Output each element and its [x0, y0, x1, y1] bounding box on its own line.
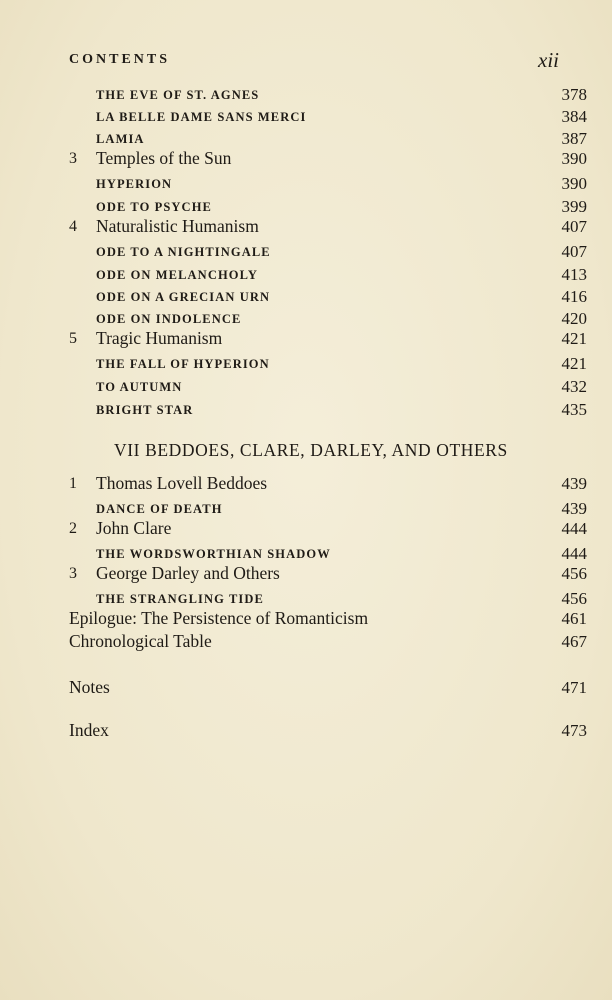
- toc-main-entry: [0, 608, 612, 632]
- toc-entry-page: 390: [561, 149, 587, 168]
- toc-main-title: Index: [69, 720, 109, 740]
- toc-entry-page: 390: [561, 174, 587, 193]
- toc-entry: [0, 241, 612, 265]
- toc-entry-page: 473: [561, 721, 587, 740]
- part-heading-title: VII BEDDOES, CLARE, DARLEY, AND OTHERS: [114, 440, 508, 460]
- toc-entry-title: ODE ON INDOLENCE: [96, 312, 242, 326]
- toc-entry-page: 387: [561, 129, 587, 148]
- header-page-number: xii: [538, 48, 559, 72]
- toc-entry: [0, 286, 612, 310]
- toc-chapter-title: John Clare: [96, 518, 172, 538]
- chapter-number: 1: [69, 475, 77, 492]
- toc-entry-page: 413: [561, 265, 587, 284]
- toc-entry: [0, 376, 612, 400]
- toc-entry-page: 439: [561, 499, 587, 518]
- toc-entry: [0, 353, 612, 377]
- toc-main-title: Notes: [69, 677, 110, 697]
- toc-entry-page: 420: [561, 309, 587, 328]
- chapter-number: 3: [69, 565, 77, 582]
- toc-entry-page: 444: [561, 519, 587, 538]
- header-title: CONTENTS: [69, 52, 171, 67]
- toc-chapter: [0, 563, 612, 587]
- toc-entry-title: BRIGHT STAR: [96, 403, 194, 417]
- toc-chapter-title: Naturalistic Humanism: [96, 216, 259, 236]
- toc-chapter: [0, 148, 612, 172]
- toc-entry-title: LAMIA: [96, 132, 145, 146]
- toc-chapter: [0, 328, 612, 352]
- toc-entry: [0, 173, 612, 197]
- toc-main-title: Chronological Table: [69, 631, 212, 651]
- toc-entry: [0, 264, 612, 288]
- toc-entry-page: 456: [561, 564, 587, 583]
- toc-entry-title: DANCE OF DEATH: [96, 502, 223, 516]
- toc-main-entry: [0, 631, 612, 655]
- toc-entry-title: ODE TO PSYCHE: [96, 200, 212, 214]
- toc-entry-page: 467: [561, 632, 587, 651]
- chapter-number: 4: [69, 218, 77, 235]
- toc-entry-title: LA BELLE DAME SANS MERCI: [96, 110, 307, 124]
- toc-entry: [0, 399, 612, 423]
- toc-entry-page: 439: [561, 474, 587, 493]
- toc-entry-page: 384: [561, 107, 587, 126]
- toc-entry-page: 456: [561, 589, 587, 608]
- toc-chapter-title: George Darley and Others: [96, 563, 280, 583]
- toc-entry: [0, 106, 612, 130]
- chapter-number: 5: [69, 330, 77, 347]
- toc-main-entry: [0, 720, 612, 744]
- toc-entry-page: 421: [561, 329, 587, 348]
- toc-chapter-title: Temples of the Sun: [96, 148, 232, 168]
- toc-entry-page: 416: [561, 287, 587, 306]
- toc-chapter-title: Thomas Lovell Beddoes: [96, 473, 268, 493]
- running-header: [69, 50, 589, 72]
- toc-entry-title: TO AUTUMN: [96, 380, 183, 394]
- toc-entry-title: THE EVE OF ST. AGNES: [96, 88, 260, 102]
- chapter-number: 3: [69, 150, 77, 167]
- toc-entry-title: ODE TO A NIGHTINGALE: [96, 245, 271, 259]
- toc-entry-title: THE STRANGLING TIDE: [96, 592, 264, 606]
- toc-entry-page: 407: [561, 242, 587, 261]
- toc-entry-page: 421: [561, 354, 587, 373]
- toc-main-entry: [0, 677, 612, 701]
- toc-entry-page: 378: [561, 85, 587, 104]
- toc-entry-page: 471: [561, 678, 587, 697]
- toc-chapter-title: Tragic Humanism: [96, 328, 223, 348]
- toc-entry-title: THE FALL OF HYPERION: [96, 357, 270, 371]
- toc-entry-page: 407: [561, 217, 587, 236]
- toc-main-title: Epilogue: The Persistence of Romanticism: [69, 608, 369, 628]
- toc-entry: [0, 84, 612, 108]
- toc-chapter: [0, 518, 612, 542]
- toc-entry-page: 444: [561, 544, 587, 563]
- toc-entry-page: 435: [561, 400, 587, 419]
- toc-entry-page: 461: [561, 609, 587, 628]
- toc-entry-title: THE WORDSWORTHIAN SHADOW: [96, 547, 331, 561]
- toc-entry-page: 399: [561, 197, 587, 216]
- toc-entry-title: HYPERION: [96, 177, 173, 191]
- toc-chapter: [0, 216, 612, 240]
- toc-entry-title: ODE ON A GRECIAN URN: [96, 290, 271, 304]
- toc-chapter: [0, 473, 612, 497]
- toc-entry-title: ODE ON MELANCHOLY: [96, 268, 259, 282]
- chapter-number: 2: [69, 520, 77, 537]
- toc-entry-page: 432: [561, 377, 587, 396]
